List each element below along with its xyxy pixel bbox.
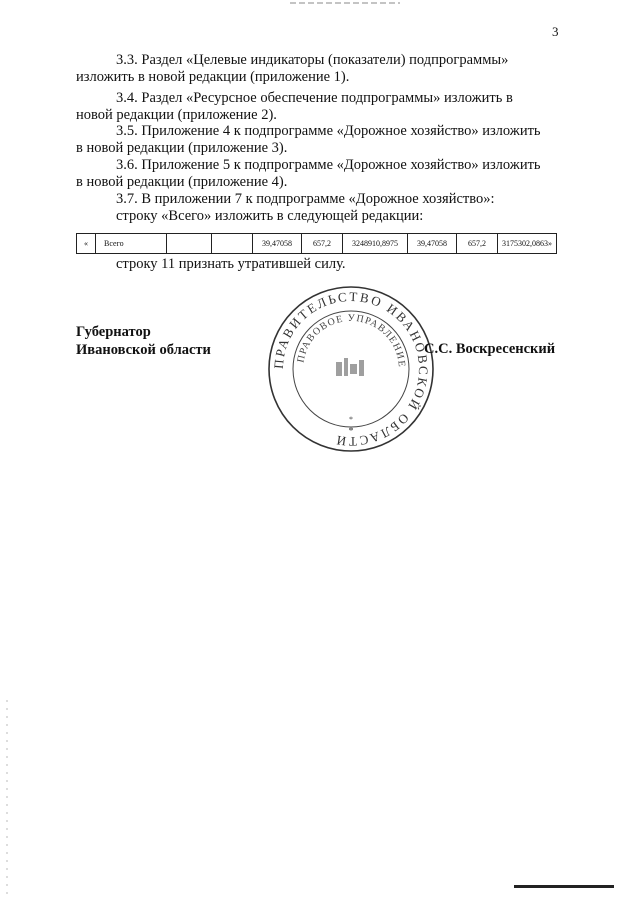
paragraph-line: строку «Всего» изложить в следующей редакции:: [116, 208, 424, 224]
total-row-table: [76, 233, 557, 254]
signer-title-line: Ивановской области: [76, 342, 211, 358]
signer-title: [76, 323, 211, 359]
table-cell: [212, 234, 253, 254]
signer-title-line: Губернатор: [76, 324, 151, 340]
paragraph-line: 3.7. В приложении 7 к подпрограмме «Дорожное хозяйство»:: [116, 191, 495, 207]
scan-artifact-margin: [6, 700, 8, 900]
table-cell: 3248910,8975: [343, 234, 408, 254]
paragraph-3-7: [76, 191, 557, 225]
paragraph-3-3: [76, 52, 557, 86]
paragraph-3-4: [76, 90, 557, 124]
paragraph-line: новой редакции (приложение 2).: [76, 107, 277, 123]
svg-text:*: *: [349, 415, 353, 424]
seal-inner-text: ПРАВОВОЕ УПРАВЛЕНИЕ: [295, 312, 408, 369]
paragraph-line: 3.5. Приложение 4 к подпрограмме «Дорожное хозяйство» изложить: [116, 123, 541, 139]
table-cell: «: [77, 234, 96, 254]
paragraph-3-5: [76, 123, 557, 157]
seal-emblem: [336, 358, 364, 376]
svg-text:ПРАВОВОЕ УПРАВЛЕНИЕ: [295, 313, 407, 368]
table-cell: Всего: [96, 234, 167, 254]
official-seal-stamp: [266, 284, 436, 454]
scan-artifact-bottom-rule: [514, 885, 614, 888]
paragraph-line: 3.6. Приложение 5 к подпрограмме «Дорожное хозяйство» изложить: [116, 157, 541, 173]
scan-artifact-top: [290, 2, 400, 4]
table-cell: 39,47058: [253, 234, 302, 254]
table-cell: 657,2: [302, 234, 343, 254]
paragraph-line: 3.3. Раздел «Целевые индикаторы (показатели) подпрограммы»: [116, 52, 509, 68]
table-row: [77, 234, 557, 254]
paragraph-3-6: [76, 157, 557, 191]
paragraph-line: в новой редакции (приложение 4).: [76, 174, 288, 190]
table-cell: 657,2: [457, 234, 498, 254]
table-cell: 3175302,0863»: [498, 234, 557, 254]
paragraph-line: в новой редакции (приложение 3).: [76, 140, 288, 156]
signer-name: С.С. Воскресенский: [424, 341, 556, 357]
paragraph-line: 3.4. Раздел «Ресурсное обеспечение подпрограммы» изложить в: [116, 90, 513, 106]
table-cell: [167, 234, 212, 254]
svg-text:*: *: [348, 426, 354, 437]
page-number: 3: [552, 24, 559, 39]
repeal-statement: строку 11 признать утратившей силу.: [116, 256, 346, 272]
table-cell: 39,47058: [408, 234, 457, 254]
seal-outer-text: ПРАВИТЕЛЬСТВО ИВАНОВСКОЙ ОБЛАСТИ: [270, 288, 432, 450]
paragraph-line: изложить в новой редакции (приложение 1).: [76, 69, 350, 85]
